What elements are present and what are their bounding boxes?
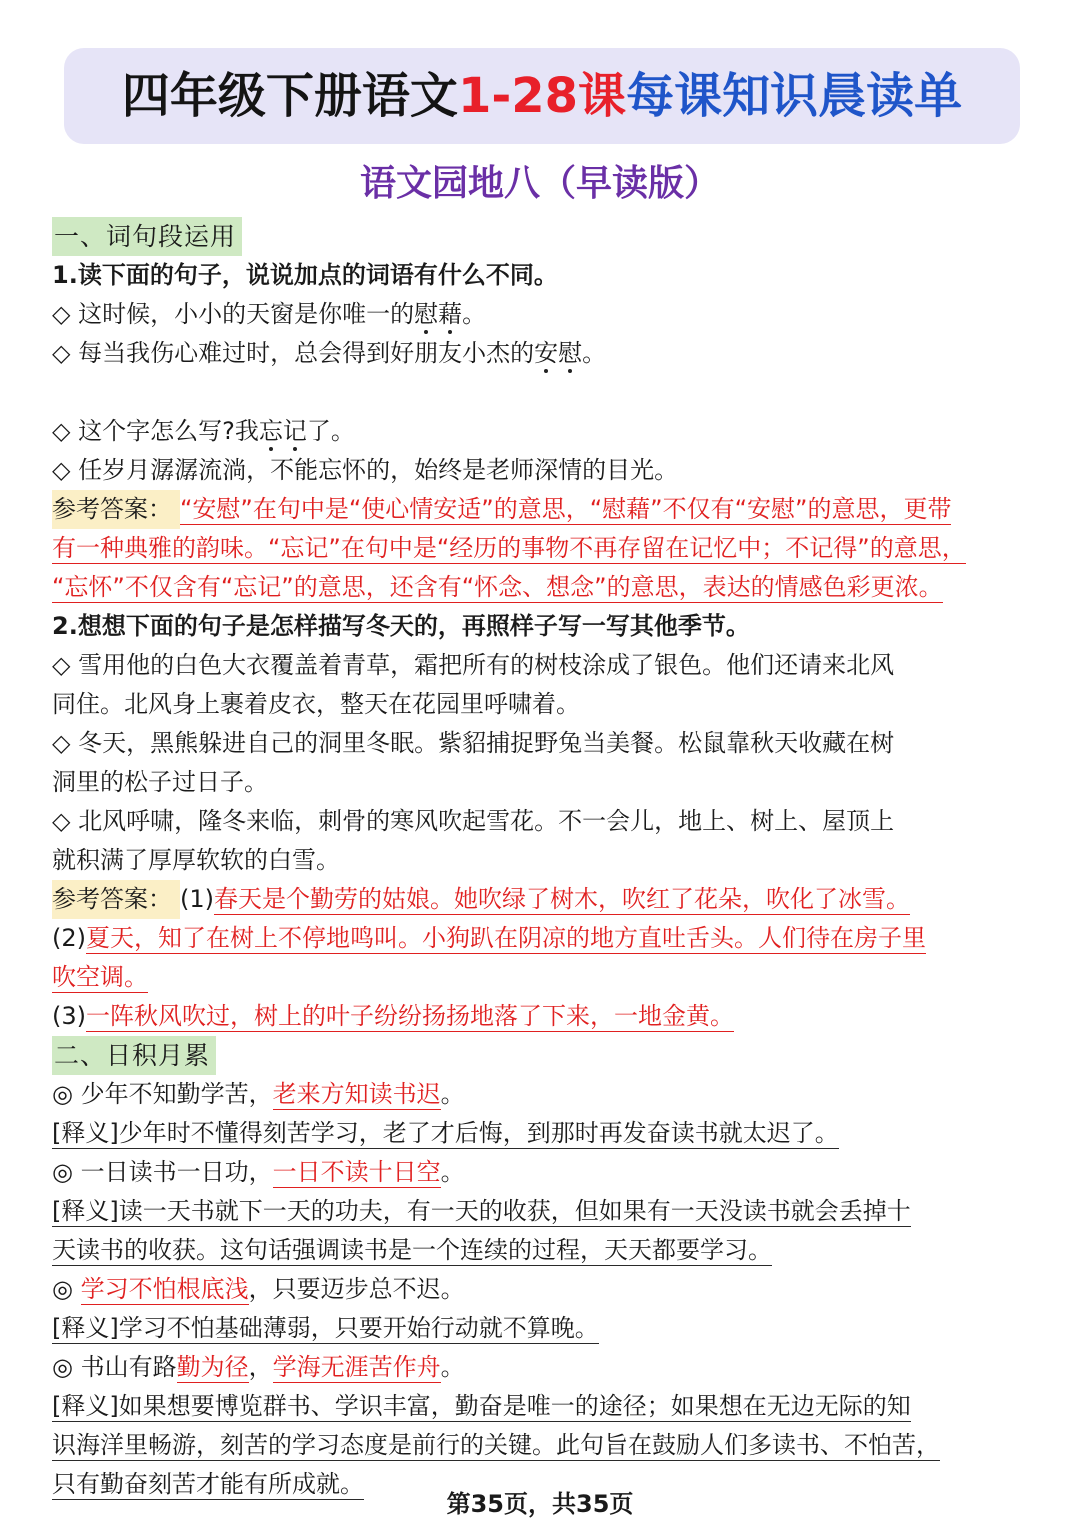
q2-example-3-line-1: ◇ 北风呼啸，隆冬来临，刺骨的寒风吹起雪花。不一会儿，地上、树上、屋顶上 [52,807,895,835]
section-heading-1: 一、词句段运用 [52,217,242,256]
q2-example-3-line-2: 就积满了厚厚软软的白雪。 [52,846,340,874]
question-1-title: 1.读下面的句子，说说加点的词语有什么不同。 [52,261,558,289]
idiom-4: ◎ 书山有路勤为径，学海无涯苦作舟。 [52,1353,465,1381]
q1-answer-line-1: 参考答案： “安慰”在句中是“使心情安适”的意思，“慰藉”不仅有“安慰”的意思，更带 [52,490,1032,529]
q1-answer-line-2: 有一种典雅的韵味。“忘记”在句中是“经历的事物不再存留在记忆中；不记得”的意思， [52,534,966,562]
header-banner [64,48,1020,144]
idiom-4-explanation-line-1: [释义]如果想要博览群书、学识丰富，勤奋是唯一的途径；如果想在无边无际的知 [52,1392,911,1420]
idiom-4-explanation-line-3: 只有勤奋刻苦才能有所成就。 [52,1470,364,1498]
page-subtitle: 语文园地八（早读版） [359,163,720,204]
q1-sentence-1: ◇ 这时候，小小的天窗是你唯一的慰藉。 [52,295,1032,334]
q2-answer-1: 参考答案： (1)春天是个勤劳的姑娘。她吹绿了树木，吹红了花朵，吹化了冰雪。 [52,880,1032,919]
q1-sentence-3: ◇ 这个字怎么写?我忘记了。 [52,412,1032,451]
idiom-2-explanation-line-2: 天读书的收获。这句话强调读书是一个连续的过程，天天都要学习。 [52,1236,772,1264]
idiom-1-explanation: [释义]少年时不懂得刻苦学习，老了才后悔，到那时再发奋读书就太迟了。 [52,1119,839,1147]
q2-answer-2-line-1: (2)夏天，知了在树上不停地鸣叫。小狗趴在阴凉的地方直吐舌头。人们待在房子里 [52,924,926,952]
title-part-reading-list: 每课知识晨读单 [626,68,963,124]
section-heading-2: 二、日积月累 [52,1036,216,1075]
q2-example-2-line-1: ◇ 冬天，黑熊躲进自己的洞里冬眠。紫貂捕捉野兔当美餐。松鼠靠秋天收藏在树 [52,729,895,757]
idiom-2-explanation-line-1: [释义]读一天书就下一天的功夫，有一天的收获，但如果有一天没读书就会丢掉十 [52,1197,911,1225]
title-part-grade: 四年级下册语文 [121,68,458,124]
page-number: 第35页，共35页 [446,1490,634,1518]
q2-answer-2-line-2: 吹空调。 [52,963,148,991]
idiom-4-explanation-line-2: 识海洋里畅游，刻苦的学习态度是前行的关键。此句旨在鼓励人们多读书、不怕苦， [52,1431,940,1459]
answer-label: 参考答案： [52,880,180,919]
q2-answer-3: (3)一阵秋风吹过，树上的叶子纷纷扬扬地落了下来，一地金黄。 [52,1002,734,1030]
q2-example-2-line-2: 洞里的松子过日子。 [52,768,268,796]
idiom-1: ◎ 少年不知勤学苦，老来方知读书迟。 [52,1080,465,1108]
question-2-title: 2.想想下面的句子是怎样描写冬天的，再照样子写一写其他季节。 [52,612,750,640]
idiom-3: ◎ 学习不怕根底浅，只要迈步总不迟。 [52,1275,465,1303]
q1-sentence-4: ◇ 任岁月潺潺流淌，不能忘怀的，始终是老师深情的目光。 [52,456,679,484]
q1-sentence-2: ◇ 每当我伤心难过时，总会得到好朋友小杰的安慰。 [52,334,1032,373]
document-body [52,217,1032,1504]
title-part-lessons: 1-28课 [457,68,627,124]
q2-example-1-line-1: ◇ 雪用他的白色大衣覆盖着青草，霜把所有的树枝涂成了银色。他们还请来北风 [52,651,895,679]
idiom-3-explanation: [释义]学习不怕基础薄弱，只要开始行动就不算晚。 [52,1314,599,1342]
q2-example-1-line-2: 同住。北风身上裹着皮衣，整天在花园里呼啸着。 [52,690,580,718]
q1-answer-line-3: “忘怀”不仅含有“忘记”的意思，还含有“怀念、想念”的意思，表达的情感色彩更浓。 [52,573,943,601]
answer-label: 参考答案： [52,490,180,529]
idiom-2: ◎ 一日读书一日功，一日不读十日空。 [52,1158,465,1186]
